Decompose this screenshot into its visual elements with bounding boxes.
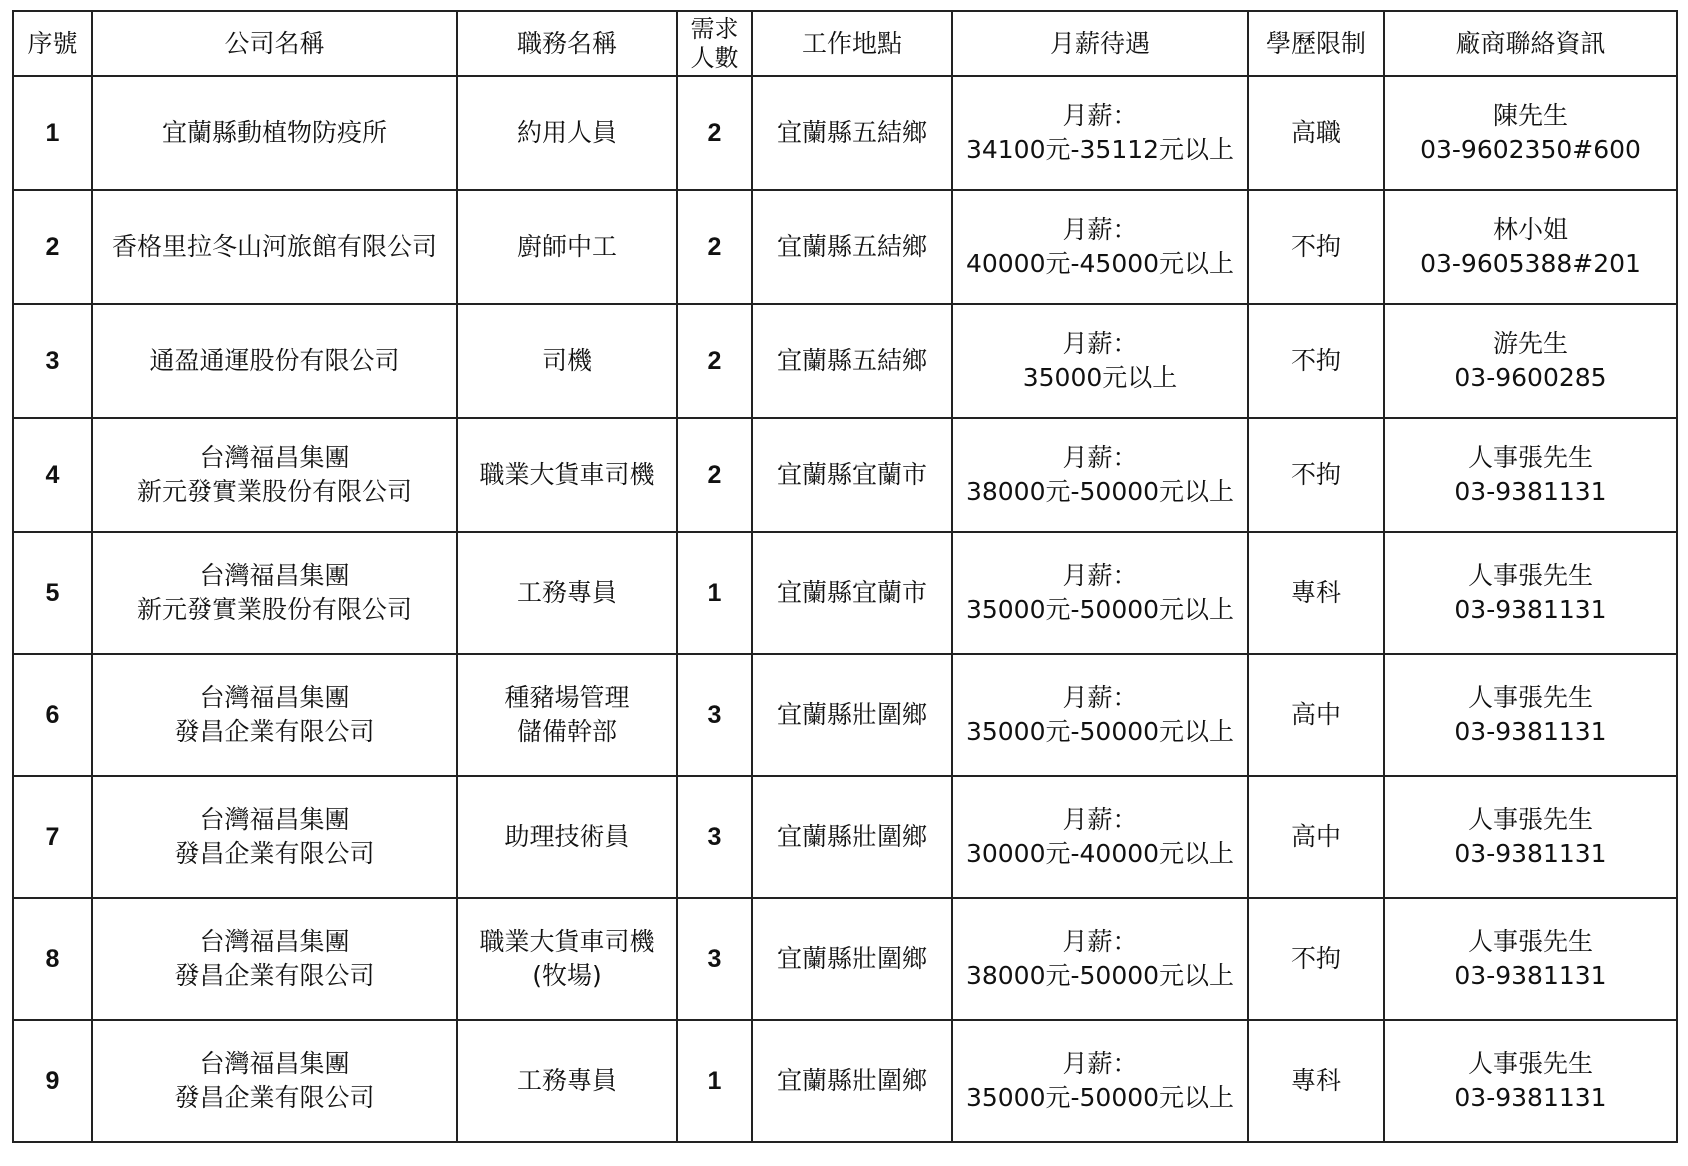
company-cell bbox=[92, 304, 457, 418]
contact-phone: 03-9605388#201 bbox=[1420, 249, 1641, 278]
contact-phone: 03-9381131 bbox=[1454, 961, 1607, 990]
location-cell: 宜蘭縣壯圍鄉 bbox=[752, 898, 952, 1020]
position-line: 助理技術員 bbox=[504, 822, 630, 851]
company-line: 宜蘭縣動植物防疫所 bbox=[161, 118, 387, 147]
salary-range: 35000元以上 bbox=[1022, 363, 1178, 392]
position-line-2: 儲備幹部 bbox=[516, 717, 617, 746]
company-cell bbox=[92, 776, 457, 898]
table-row bbox=[13, 418, 1677, 532]
contact-phone: 03-9602350#600 bbox=[1420, 135, 1641, 164]
salary-cell bbox=[952, 190, 1248, 304]
header-position: 職務名稱 bbox=[457, 11, 677, 76]
location-cell: 宜蘭縣壯圍鄉 bbox=[752, 1020, 952, 1142]
location-cell: 宜蘭縣宜蘭市 bbox=[752, 418, 952, 532]
header-no: 序號 bbox=[13, 11, 92, 76]
salary-cell bbox=[952, 76, 1248, 190]
headcount-cell: 1 bbox=[677, 1020, 752, 1142]
education-cell: 不拘 bbox=[1248, 190, 1384, 304]
company-line: 發昌企業有限公司 bbox=[174, 839, 375, 868]
position-line: 工務專員 bbox=[516, 578, 617, 607]
contact-phone: 03-9381131 bbox=[1454, 1083, 1607, 1112]
salary-label: 月薪： bbox=[1062, 927, 1138, 956]
position-cell bbox=[457, 898, 677, 1020]
contact-cell bbox=[1384, 304, 1677, 418]
contact-name: 游先生 bbox=[1492, 329, 1568, 358]
company-line: 發昌企業有限公司 bbox=[174, 1083, 375, 1112]
row-number: 8 bbox=[13, 898, 92, 1020]
salary-cell bbox=[952, 1020, 1248, 1142]
position-cell bbox=[457, 304, 677, 418]
position-line-2: (牧場) bbox=[532, 961, 602, 990]
header-education: 學歷限制 bbox=[1248, 11, 1384, 76]
row-number: 2 bbox=[13, 190, 92, 304]
contact-cell bbox=[1384, 418, 1677, 532]
header-headcount bbox=[677, 11, 752, 76]
salary-range: 40000元-45000元以上 bbox=[965, 249, 1235, 278]
contact-phone: 03-9381131 bbox=[1454, 839, 1607, 868]
position-cell bbox=[457, 418, 677, 532]
company-cell bbox=[92, 532, 457, 654]
company-group: 台灣福昌集團 bbox=[199, 927, 350, 956]
company-line: 通盈通運股份有限公司 bbox=[149, 346, 400, 375]
position-cell bbox=[457, 76, 677, 190]
header-headcount-line1: 需求 bbox=[690, 14, 739, 43]
contact-cell bbox=[1384, 776, 1677, 898]
education-cell: 高中 bbox=[1248, 776, 1384, 898]
salary-range: 35000元-50000元以上 bbox=[965, 1083, 1235, 1112]
table-row bbox=[13, 76, 1677, 190]
header-contact: 廠商聯絡資訊 bbox=[1384, 11, 1677, 76]
contact-name: 人事張先生 bbox=[1467, 927, 1593, 956]
header-location: 工作地點 bbox=[752, 11, 952, 76]
education-cell: 不拘 bbox=[1248, 898, 1384, 1020]
location-cell: 宜蘭縣壯圍鄉 bbox=[752, 654, 952, 776]
position-line: 工務專員 bbox=[516, 1066, 617, 1095]
headcount-cell: 2 bbox=[677, 304, 752, 418]
company-cell bbox=[92, 654, 457, 776]
row-number: 1 bbox=[13, 76, 92, 190]
row-number: 5 bbox=[13, 532, 92, 654]
salary-range: 34100元-35112元以上 bbox=[965, 135, 1235, 164]
row-number: 4 bbox=[13, 418, 92, 532]
contact-cell bbox=[1384, 898, 1677, 1020]
location-cell: 宜蘭縣五結鄉 bbox=[752, 76, 952, 190]
salary-label: 月薪： bbox=[1062, 683, 1138, 712]
header-company: 公司名稱 bbox=[92, 11, 457, 76]
contact-phone: 03-9600285 bbox=[1454, 363, 1607, 392]
salary-cell bbox=[952, 776, 1248, 898]
company-group: 台灣福昌集團 bbox=[199, 805, 350, 834]
contact-name: 人事張先生 bbox=[1467, 805, 1593, 834]
contact-cell bbox=[1384, 1020, 1677, 1142]
contact-name: 人事張先生 bbox=[1467, 443, 1593, 472]
headcount-cell: 1 bbox=[677, 532, 752, 654]
salary-range: 38000元-50000元以上 bbox=[965, 477, 1235, 506]
contact-name: 人事張先生 bbox=[1467, 561, 1593, 590]
company-line: 新元發實業股份有限公司 bbox=[136, 595, 412, 624]
education-cell: 高中 bbox=[1248, 654, 1384, 776]
salary-cell bbox=[952, 898, 1248, 1020]
company-group: 台灣福昌集團 bbox=[199, 683, 350, 712]
location-cell: 宜蘭縣壯圍鄉 bbox=[752, 776, 952, 898]
header-headcount-line2: 人數 bbox=[690, 43, 739, 72]
salary-range: 30000元-40000元以上 bbox=[965, 839, 1235, 868]
table-row bbox=[13, 654, 1677, 776]
row-number: 7 bbox=[13, 776, 92, 898]
education-cell: 不拘 bbox=[1248, 418, 1384, 532]
salary-range: 35000元-50000元以上 bbox=[965, 717, 1235, 746]
table-row bbox=[13, 1020, 1677, 1142]
company-cell bbox=[92, 190, 457, 304]
position-line: 司機 bbox=[541, 346, 592, 375]
company-group: 台灣福昌集團 bbox=[199, 561, 350, 590]
salary-label: 月薪： bbox=[1062, 805, 1138, 834]
salary-cell bbox=[952, 654, 1248, 776]
position-line: 職業大貨車司機 bbox=[479, 927, 655, 956]
position-line: 廚師中工 bbox=[516, 232, 617, 261]
company-cell bbox=[92, 1020, 457, 1142]
table-row bbox=[13, 190, 1677, 304]
position-cell bbox=[457, 654, 677, 776]
company-cell bbox=[92, 898, 457, 1020]
salary-label: 月薪： bbox=[1062, 101, 1138, 130]
position-cell bbox=[457, 190, 677, 304]
salary-label: 月薪： bbox=[1062, 329, 1138, 358]
contact-name: 人事張先生 bbox=[1467, 683, 1593, 712]
contact-phone: 03-9381131 bbox=[1454, 595, 1607, 624]
salary-range: 35000元-50000元以上 bbox=[965, 595, 1235, 624]
position-cell bbox=[457, 1020, 677, 1142]
contact-phone: 03-9381131 bbox=[1454, 717, 1607, 746]
salary-cell bbox=[952, 532, 1248, 654]
job-listing-table bbox=[12, 10, 1678, 1143]
location-cell: 宜蘭縣五結鄉 bbox=[752, 190, 952, 304]
headcount-cell: 2 bbox=[677, 76, 752, 190]
company-cell bbox=[92, 76, 457, 190]
company-line: 發昌企業有限公司 bbox=[174, 717, 375, 746]
row-number: 9 bbox=[13, 1020, 92, 1142]
headcount-cell: 3 bbox=[677, 898, 752, 1020]
headcount-cell: 2 bbox=[677, 418, 752, 532]
table-row bbox=[13, 898, 1677, 1020]
company-group: 台灣福昌集團 bbox=[199, 443, 350, 472]
salary-cell bbox=[952, 418, 1248, 532]
company-cell bbox=[92, 418, 457, 532]
company-line: 發昌企業有限公司 bbox=[174, 961, 375, 990]
contact-cell bbox=[1384, 532, 1677, 654]
education-cell: 專科 bbox=[1248, 1020, 1384, 1142]
education-cell: 不拘 bbox=[1248, 304, 1384, 418]
contact-cell bbox=[1384, 190, 1677, 304]
company-line: 香格里拉冬山河旅館有限公司 bbox=[111, 232, 437, 261]
position-line: 種豬場管理 bbox=[504, 683, 630, 712]
company-line: 新元發實業股份有限公司 bbox=[136, 477, 412, 506]
position-line: 約用人員 bbox=[516, 118, 617, 147]
header-salary: 月薪待遇 bbox=[952, 11, 1248, 76]
contact-cell bbox=[1384, 654, 1677, 776]
location-cell: 宜蘭縣宜蘭市 bbox=[752, 532, 952, 654]
contact-name: 陳先生 bbox=[1492, 101, 1568, 130]
row-number: 6 bbox=[13, 654, 92, 776]
education-cell: 專科 bbox=[1248, 532, 1384, 654]
headcount-cell: 2 bbox=[677, 190, 752, 304]
position-line: 職業大貨車司機 bbox=[479, 460, 655, 489]
salary-cell bbox=[952, 304, 1248, 418]
location-cell: 宜蘭縣五結鄉 bbox=[752, 304, 952, 418]
salary-label: 月薪： bbox=[1062, 443, 1138, 472]
row-number: 3 bbox=[13, 304, 92, 418]
table-row bbox=[13, 776, 1677, 898]
table-row bbox=[13, 304, 1677, 418]
contact-phone: 03-9381131 bbox=[1454, 477, 1607, 506]
headcount-cell: 3 bbox=[677, 654, 752, 776]
salary-range: 38000元-50000元以上 bbox=[965, 961, 1235, 990]
contact-cell bbox=[1384, 76, 1677, 190]
header-row bbox=[13, 11, 1677, 76]
education-cell: 高職 bbox=[1248, 76, 1384, 190]
table-row bbox=[13, 532, 1677, 654]
company-group: 台灣福昌集團 bbox=[199, 1049, 350, 1078]
headcount-cell: 3 bbox=[677, 776, 752, 898]
salary-label: 月薪： bbox=[1062, 215, 1138, 244]
contact-name: 人事張先生 bbox=[1467, 1049, 1593, 1078]
position-cell bbox=[457, 532, 677, 654]
position-cell bbox=[457, 776, 677, 898]
contact-name: 林小姐 bbox=[1492, 215, 1568, 244]
salary-label: 月薪： bbox=[1062, 561, 1138, 590]
salary-label: 月薪： bbox=[1062, 1049, 1138, 1078]
